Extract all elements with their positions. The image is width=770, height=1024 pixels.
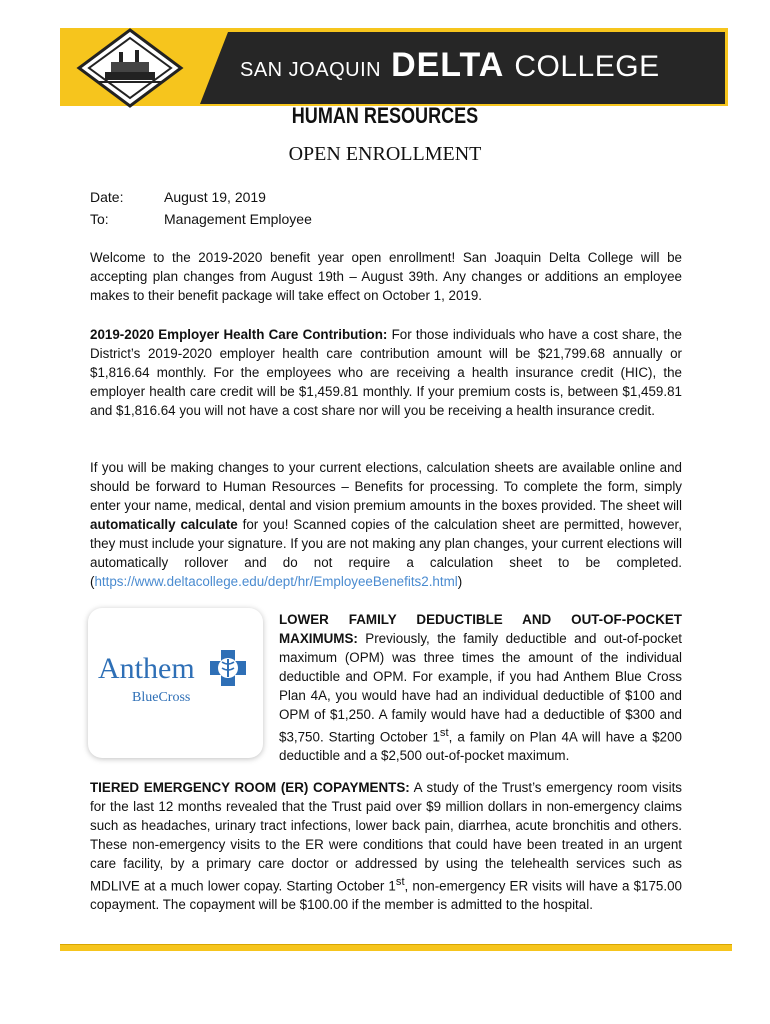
college-name-part-2: DELTA: [391, 46, 505, 84]
deductible-superscript: st: [439, 727, 449, 739]
college-name: [240, 46, 660, 86]
contribution-heading: 2019-2020 Employer Health Care Contribution:: [90, 327, 388, 342]
letterhead: [0, 0, 770, 110]
anthem-brand: Anthem: [98, 652, 195, 685]
er-copay-heading: TIERED EMERGENCY ROOM (ER) COPAYMENTS:: [90, 780, 410, 795]
college-seal-logo: [75, 28, 185, 108]
memo-meta: [90, 186, 312, 230]
deductible-paragraph: [279, 610, 682, 765]
er-copay-body-1: A study of the Trust’s emergency room visits for the last 12 months revealed that the Trust paid over $9 million dollars in non-emergency claims such as headaches, urinary tract infections, lower back pain, diarrhea, acute bronchitis and others. These non-emergency visits to the ER were conditions that could have been treated in an urgent care facility, by a primary care doctor or addressed by using the telehealth services such as MDLIVE at a much lower copay. Starting October 1: [90, 780, 682, 894]
contribution-paragraph: [90, 325, 682, 420]
changes-paragraph: [90, 458, 682, 591]
date-row: [90, 186, 312, 208]
document-subject: OPEN ENROLLMENT: [288, 143, 482, 165]
changes-text-1: If you will be making changes to your current elections, calculation sheets are available online and should be forward to Human Resources – Benefits for processing. To complete the form, simply enter your name, medical, dental and vision premium amounts in the boxes provided. The sheet will: [90, 460, 682, 513]
deductible-body-1: Previously, the family deductible and out-of-pocket maximum (OPM) was three times the amount of the individual deductible and OPM. For example, if you had Anthem Blue Cross Plan 4A, you would have had an individual deductible of $100 and OPM of $1,250. A family would have had a deductible of $300 and $3,750. Starting October 1: [279, 631, 682, 745]
college-name-part-1: SAN JOAQUIN: [240, 59, 382, 81]
changes-text-2: for you! Scanned copies of the calculation sheet are permitted, however, they must include your signature. If you are not making any plan changes, your current elections will automatically rollover and do not require a calculation sheet to be completed. (: [90, 517, 682, 589]
er-copay-superscript: st: [395, 876, 405, 888]
anthem-bluecross-logo: [88, 608, 263, 758]
employee-benefits-link[interactable]: https://www.deltacollege.edu/dept/hr/EmployeeBenefits2.html: [94, 574, 458, 589]
er-copay-paragraph: [90, 778, 682, 914]
to-value: Management Employee: [164, 211, 312, 227]
college-name-part-3: COLLEGE: [514, 50, 660, 83]
bluecross-brand: BlueCross: [132, 690, 191, 705]
changes-bold: automatically calculate: [90, 517, 238, 532]
department-title: HUMAN RESOURCES: [291, 103, 479, 128]
footer-rule: [60, 944, 732, 951]
date-label: Date:: [90, 189, 124, 205]
date-value: August 19, 2019: [164, 189, 266, 205]
contribution-body: For those individuals who have a cost share, the District’s 2019-2020 employer health care contribution amount will be $21,799.68 annually or $1,816.64 monthly. For the employees who are receiving a health insurance credit (HIC), the employer health care credit will be $1,459.81 monthly. If your premium costs is, between $1,459.81 and $1,816.64 you will not have a cost share nor will you be receiving a health insurance credit.: [90, 327, 682, 418]
blue-cross-caduceus-icon: [208, 648, 248, 688]
welcome-paragraph: Welcome to the 2019-2020 benefit year open enrollment! San Joaquin Delta College will be accepting plan changes from August 19th – August 39th. Any changes or additions an employee makes to their benefit package will take effect on October 1, 2019.: [90, 250, 682, 303]
changes-text-3: ): [457, 574, 463, 589]
deductible-heading: LOWER FAMILY DEDUCTIBLE AND OUT-OF-POCKET MAXIMUMS:: [279, 612, 682, 646]
to-label: To:: [90, 211, 109, 227]
to-row: [90, 208, 312, 230]
er-copay-body-2: , non-emergency ER visits will have a $175.00 copayment. The copayment will be $100.00 if the member is admitted to the hospital.: [90, 878, 682, 913]
deductible-body-2: , a family on Plan 4A will have a $200 deductible and a $2,500 out-of-pocket maximum.: [279, 729, 682, 764]
